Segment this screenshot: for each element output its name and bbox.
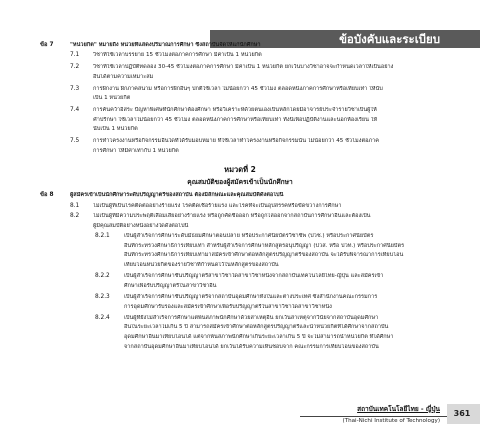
clause-text-line: การฝึกงาน ฝึกภาคสนาม หรือการฝึกอื่นๆ ปกติใช้เวลา ไม่น้อยกว่า 45 ชั่วโมง ตลอดหนึ่งภาคการศึกษาหรือเทียบเท่า ให้นับ: [93, 85, 383, 92]
sub-clause-text-line: อื่นที่กระทรวงศึกษาธิการเทียบเท่ามาสมัครเข้าศึกษาต่อหลักสูตรปริญญาตรีของสถาบัน จะได้รับพิจารณาการเทียบโอน: [124, 252, 404, 259]
clause-text-line: คำปรึกษา ใช้เวลาไม่น้อยกว่า 45 ชั่วโมง ตลอดหนึ่งภาคการศึกษาหรือเทียบเท่า ทั้งนี้เพื่อปฏิบัติงานและนอกห้องเรียน ให้: [93, 116, 378, 123]
sub-clause-text-line: เทียบโอนหน่วยกิตของรายวิชาที่กำหนดไว้ในหลักสูตรของสถาบัน: [124, 262, 279, 268]
chapter-subtitle: คุณสมบัติของผู้สมัครเข้าเป็นนักศึกษา: [187, 178, 293, 187]
sub-clause-text-line: เป็นผู้สำเร็จการศึกษาชั้นปริญญาตรีจากสถาบันอุดมศึกษาทั้งในและต่างประเทศ ซึ่งสำนักงานคณะกรรมการ: [124, 294, 378, 300]
clause-text-line: ไม่เป็นผู้ที่มีความประพฤติเสื่อมเสียอย่างร้ายแรง หรือถูกคัดชื่อออก หรือถูกไล่ออกจากสถาบันการศึกษาอื่นและต้องเป็น: [93, 213, 371, 220]
clause-number: 8.2: [70, 213, 80, 220]
clause-text-line: ผู้มีคุณสมบัติอย่างหนึ่งอย่างใดดังต่อไปนี้: [93, 222, 189, 229]
clause-text-line: วิชาที่ใช้เวลาบรรยาย 15 ชั่วโมงต่อภาคการศึกษา มีค่าเป็น 1 หน่วยกิต: [93, 52, 262, 59]
clause-text-line: นับเป็น 1 หน่วยกิต: [93, 126, 138, 133]
article-number: ข้อ 7: [40, 42, 54, 48]
clause-number: 7.3: [70, 85, 80, 92]
sub-clause-text-line: จากสถาบันอุดมศึกษาอื่นมาเทียบโอนได้ ยกเว้นได้รับความเห็นชอบจาก คณะกรรมการเทียบโอนของสถาบัน: [124, 343, 379, 350]
clause-text-line: การค้นคว้าอิสระ ปัญหาพิเศษที่นักศึกษาต้องศึกษา หรือวิเคราะห์ด้วยตนเองเป็นหลักโดยมีอาจารย์ประจำรายวิชาเป็นผู้ให้: [93, 107, 377, 113]
sub-clause-text-line: ศึกษาเพื่อรับปริญญาตรีในสาขาวิชาอื่น: [124, 282, 217, 289]
clause-number: 8.1: [70, 202, 80, 209]
clause-number: 7.1: [70, 52, 80, 59]
clause-text-line: เป็น 1 หน่วยกิต: [93, 95, 131, 102]
sub-clause-text-line: อื่นที่กระทรวงศึกษาธิการเทียบเท่า สำหรับผู้สำเร็จการศึกษาหลักสูตรอนุปริญญา (ปวส. หรือ ปวท.) หรือประกาศนียบัตร: [124, 242, 405, 249]
clause-text-line: การศึกษา ให้มีค่าเท่ากับ 1 หน่วยกิต: [93, 147, 179, 154]
sub-clause-number: 8.2.1: [95, 233, 110, 240]
footer-institution-english: (Thai-Nichi Institute of Technology): [342, 418, 440, 424]
sub-clause-text-line: เป็นผู้สำเร็จการศึกษาระดับมัธยมศึกษาตอนปลาย หรือประกาศนียบัตรวิชาชีพ (ปวช.) หรือประกาศนียบัตร: [124, 233, 374, 240]
clause-text-line: ไม่เป็นผู้ที่เป็นโรคติดต่ออย่างร้ายแรง โรคติดเชื้อร้ายแรง และโรคที่จะเป็นอุปสรรคหรือขัดขวางการศึกษา: [93, 202, 342, 209]
sub-clause-number: 8.2.4: [95, 314, 110, 321]
article-heading: ผู้สมัครเข้าเป็นนักศึกษาระดับปริญญาตรีของสถาบัน ต้องมีลักษณะและคุณสมบัติดังต่อไปนี้: [70, 192, 284, 199]
sub-clause-number: 8.2.3: [95, 294, 110, 300]
clause-text-line: อื่นได้ตามความเหมาะสม: [93, 73, 154, 80]
header-title: ข้อบังคับและระเบียบ: [339, 32, 440, 46]
footer-institution-name: สถาบันเทคโนโลยีไทย - ญี่ปุ่น: [357, 405, 440, 413]
clause-text-line: การทำโครงงานหรือกิจกรรมอื่นใดที่ได้รับมอบหมาย ที่ใช้เวลาทำโครงงานหรือกิจกรรมนั้น ไม่น้อยกว่า 45 ชั่วโมงต่อภาค: [93, 138, 380, 144]
article-heading: "หน่วยกิต" หมายถึง หน่วยที่แสดงปริมาณการศึกษา ซึ่งสถาบันจัดให้แก่นักศึกษา: [70, 42, 261, 48]
clause-text-line: วิชาที่ใช้เวลาปฏิบัติทดลอง 30-45 ชั่วโมงต่อภาคการศึกษา มีค่าเป็น 1 หน่วยกิต ยกเว้นบางวิชาอาจจะกำหนดเวลาให้เป็นอย่าง: [93, 64, 394, 71]
sub-clause-text-line: อื่นในระยะเวลาไม่เกิน 5 ปี สามารถสมัครเข้าศึกษาต่อหลักสูตรปริญญาตรีและนำหน่วยกิตที่ได้ศึกษาจากสถาบัน: [124, 324, 389, 331]
clause-number: 7.2: [70, 64, 80, 71]
sub-clause-text-line: อุดมศึกษาอื่นมาเทียบโอนได้ แต่จากพ้นสภาพนักศึกษาเกินระยะเวลาเกิน 5 ปี จะไม่สามารถนำหน่วยกิต ที่ได้ศึกษา: [124, 334, 394, 340]
sub-clause-text-line: เป็นผู้ที่ยังไม่สำเร็จการศึกษาแต่พ้นสภาพนักศึกษาด้วยสาเหตุอื่น ยกเว้นสาเหตุจากวินัยจากสถาบันอุดมศึกษา: [124, 314, 379, 321]
sub-clause-text-line: การอุดมศึกษารับรองและสมัครเข้าศึกษาเพื่อรับปริญญาตรีในสาขาวิชาใดสาขาวิชาหนึ่ง: [124, 303, 332, 310]
clause-number: 7.5: [70, 138, 80, 144]
sub-clause-text-line: เป็นผู้สำเร็จการศึกษาชั้นปริญญาตรีสาขาวิชาใดสาขาวิชาหนึ่งจากสถาบันเทคโนโลยีไทย-ญี่ปุ่น และสมัครเข้า: [124, 273, 384, 280]
sub-clause-number: 8.2.2: [95, 273, 110, 280]
article-number: ข้อ 8: [40, 192, 54, 199]
page-number: 361: [453, 409, 471, 418]
clause-number: 7.4: [70, 107, 80, 113]
chapter-title: หมวดที่ 2: [224, 165, 256, 175]
